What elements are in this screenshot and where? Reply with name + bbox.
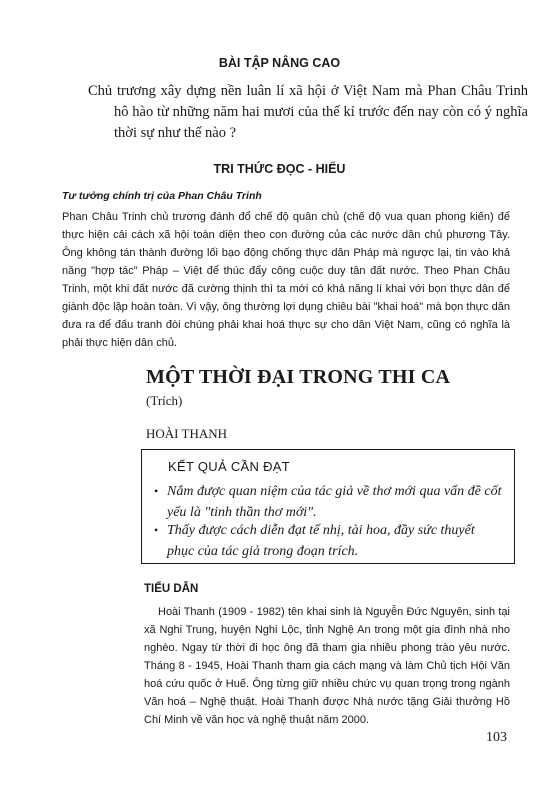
page-number: 103 <box>486 730 507 745</box>
knowledge-heading: TRI THỨC ĐỌC - HIỂU <box>213 162 346 176</box>
knowledge-paragraph <box>62 208 510 352</box>
results-goal-text: Nắm được quan niệm của tác giả về thơ mới qua vấn đề cốt yếu là "tinh thần thơ mới". <box>167 484 502 520</box>
intro-heading: TIỂU DẪN <box>144 583 199 595</box>
lesson-author: HOÀI THANH <box>146 426 228 441</box>
lesson-title: MỘT THỜI ĐẠI TRONG THI CA <box>146 366 451 388</box>
bullet-icon: • <box>154 484 159 498</box>
results-goal <box>154 520 504 562</box>
lesson-excerpt-note: (Trích) <box>146 393 183 408</box>
intro-paragraph <box>144 603 510 729</box>
knowledge-paragraph-text: Phan Châu Trinh chủ trương đánh đổ chế độ quân chủ (chế độ vua quan phong kiến) để thực hiện cải cách xã hội toàn diện theo con đường của các nước dân chủ phương Tây. Ông không tán thành đường lối bạo động chống thực dân Pháp mà ngược lại, tin vào khả năng "hợp tác" Pháp – Việt để thúc đẩy công cuộc duy tân đất nước. Theo Phan Châu Trinh, một khi đất nước đã cường thịnh thì ta mới có khả năng lí khai với bọn thực dân để giành độc lập hoàn toàn. Vì vậy, ông thường lợi dụng chiêu bài "khai hoá" mà bọn thực dân đưa ra để đấu tranh đòi chúng phải khai hoá thực sự cho dân Việt Nam, cũng có nghĩa là phải thực hiện dân chủ. <box>62 211 510 349</box>
bullet-icon: • <box>154 523 159 537</box>
results-goal <box>154 481 504 523</box>
intro-paragraph-text: Hoài Thanh (1909 - 1982) tên khai sinh là Nguyễn Đức Nguyên, sinh tại xã Nghi Trung, huyện Nghi Lộc, tỉnh Nghệ An trong một gia đình nhà nho nghèo. Ngay từ thời đi học ông đã tham gia nhiều phong trào yêu nước. Tháng 8 - 1945, Hoài Thanh tham gia cách mạng và làm Chủ tịch Hội Văn hoá cứu quốc ở Huế. Ông từng giữ nhiều chức vụ quan trọng trong ngành Văn hoá – Nghệ thuật. Hoài Thanh được Nhà nước tặng Giải thưởng Hồ Chí Minh về văn học và nghệ thuật năm 2000. <box>144 606 510 726</box>
exercise-question: Chủ trương xây dựng nền luân lí xã hội ở Việt Nam mà Phan Châu Trinh hô hào từ những năm hai mươi của thế kỉ trước đến nay còn có ý nghĩa thời sự như thế nào ? <box>88 83 528 141</box>
exercise-heading: BÀI TẬP NÂNG CAO <box>218 56 341 70</box>
results-goal-text: Thấy được cách diễn đạt tế nhị, tài hoa, đầy sức thuyết phục của tác giả trong đoạn trích. <box>167 523 475 559</box>
knowledge-subtitle: Tư tưởng chính trị của Phan Châu Trinh <box>62 190 262 202</box>
results-box <box>141 449 515 564</box>
results-label: KẾT QUẢ CẦN ĐẠT <box>168 459 291 474</box>
